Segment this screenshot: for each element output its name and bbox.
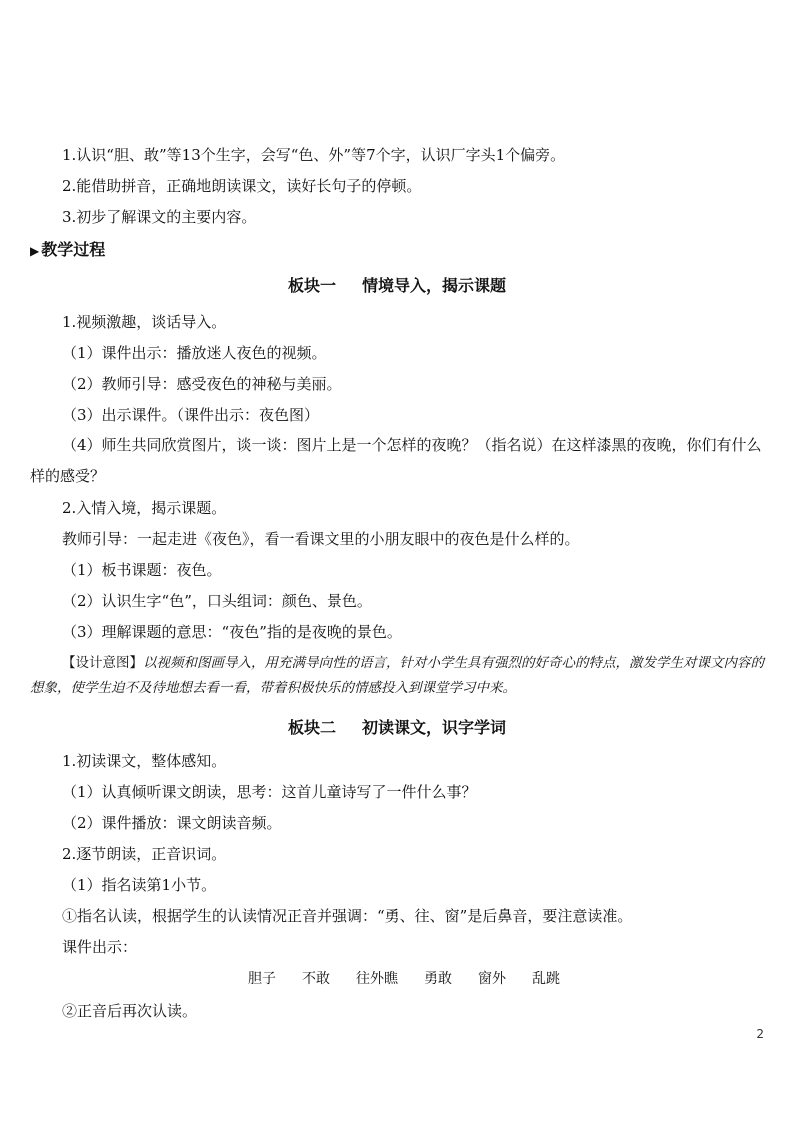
section1-line-8: （2）认识生字“色”，口头组词：颜色、景色。: [62, 592, 372, 610]
section1-paragraph-4: （4）师生共同欣赏图片，谈一谈：图片上是一个怎样的夜晚？（指名说）在这样漆黑的夜晚，你们有什么样的感受？: [30, 436, 762, 485]
section1-line-4: （3）出示课件。（课件出示：夜色图）: [62, 406, 320, 424]
section1-title-number: 板块一: [287, 276, 336, 295]
vocabulary-word: 往外瞧: [356, 971, 398, 987]
section2-line-5: （1）指名读第1小节。: [62, 876, 217, 894]
section1-line-2: （1）课件出示：播放迷人夜色的视频。: [62, 344, 327, 362]
section2-line-4: 2.逐节朗读，正音识词。: [62, 845, 227, 863]
section2-title-text: 初读课文，识字学词: [362, 718, 507, 737]
section1-line-5: 2.入情入境，揭示课题。: [62, 499, 227, 517]
vocabulary-word: 勇敢: [424, 971, 452, 987]
design-intent-tag: 【设计意图】: [62, 655, 143, 671]
section1-line-7: （1）板书课题：夜色。: [62, 561, 222, 579]
section2-title-number: 板块二: [287, 718, 336, 737]
process-heading-text: 教学过程: [41, 240, 106, 259]
objective-2: 2.能借助拼音，正确地朗读课文，读好长句子的停顿。: [62, 177, 422, 195]
section2-line-7: 课件出示：: [62, 938, 138, 956]
section1-title-text: 情境导入，揭示课题: [362, 276, 507, 295]
objective-1: 1.认识“胆、敢”等13个生字，会写“色、外”等7个字，认识厂字头1个偏旁。: [62, 146, 566, 164]
design-intent-paragraph: [30, 651, 764, 701]
section2-line-2: （1）认真倾听课文朗读，思考：这首儿童诗写了一件什么事？: [62, 783, 477, 801]
section2-line-1: 1.初读课文，整体感知。: [62, 752, 227, 770]
vocabulary-words: [248, 968, 586, 990]
section1-line-6: 教师引导：一起走进《夜色》，看一看课文里的小朋友眼中的夜色是什么样的。: [62, 530, 580, 548]
vocabulary-word: 不敢: [302, 971, 330, 987]
vocabulary-word: 窗外: [478, 971, 506, 987]
triangle-marker-icon: ▶: [30, 244, 40, 258]
section1-title: [0, 274, 794, 298]
vocabulary-word: 胆子: [248, 971, 276, 987]
process-heading: [30, 238, 105, 263]
section2-after-words: ②正音后再次认读。: [62, 1002, 198, 1020]
section1-line-9: （3）理解课题的意思：“夜色”指的是夜晚的景色。: [62, 623, 402, 641]
page-number: 2: [756, 1027, 764, 1041]
section2-line-3: （2）课件播放：课文朗读音频。: [62, 814, 282, 832]
section1-line-1: 1.视频激趣，谈话导入。: [62, 313, 227, 331]
section1-line-3: （2）教师引导：感受夜色的神秘与美丽。: [62, 375, 342, 393]
section2-title: [0, 716, 794, 740]
design-intent-text: 以视频和图画导入，用充满导向性的语言，针对小学生具有强烈的好奇心的特点，激发学生对课文内容的想象，使学生迫不及待地想去看一看，带着积极快乐的情感投入到课堂学习中来。: [30, 655, 764, 696]
section2-line-6: ①指名认读，根据学生的认读情况正音并强调：“勇、往、窗”是后鼻音，要注意读准。: [62, 907, 633, 925]
objective-3: 3.初步了解课文的主要内容。: [62, 208, 257, 226]
vocabulary-word: 乱跳: [532, 971, 560, 987]
